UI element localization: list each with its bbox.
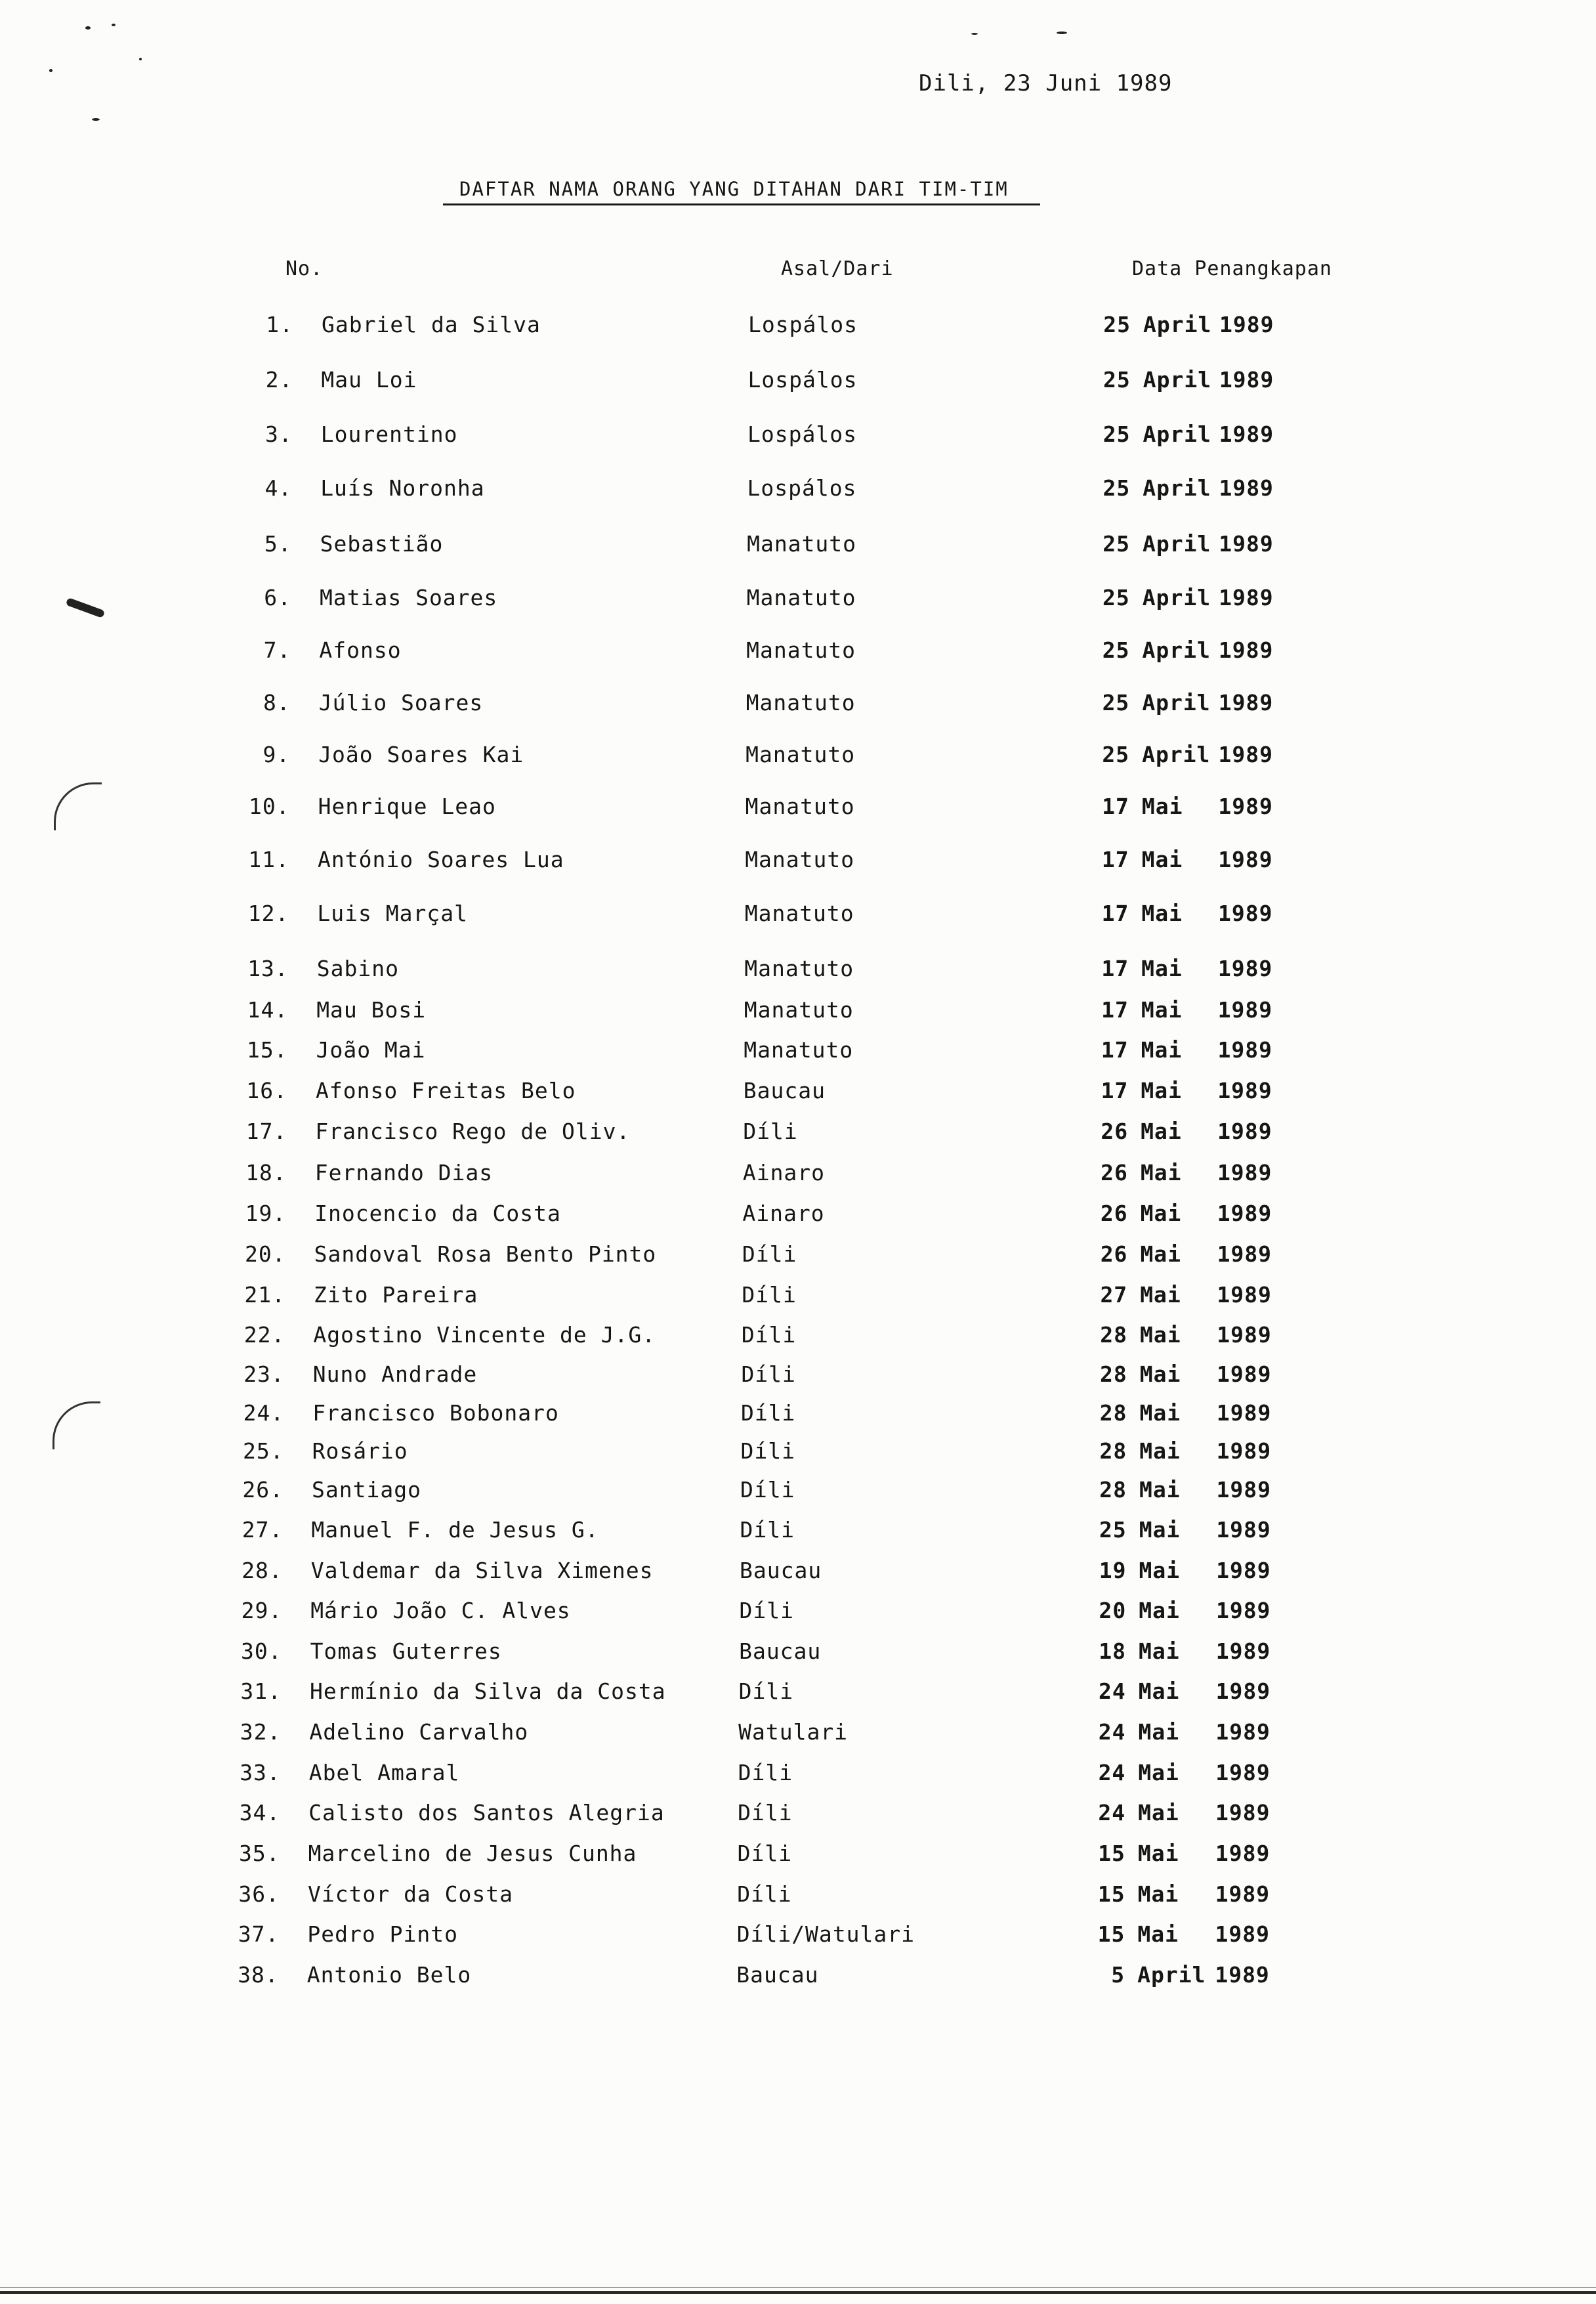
detainee-name: Afonso [319,637,402,663]
detainee-name: Gabriel da Silva [322,312,541,337]
arrest-day: 20 [1099,1598,1127,1623]
detainee-name: Júlio Soares [318,690,484,715]
arrest-year: 1989 [1218,690,1274,715]
row-number: 29. [241,1598,283,1623]
detainee-name: Víctor da Costa [308,1881,514,1907]
arrest-day: 17 [1101,901,1129,926]
arrest-year: 1989 [1217,1037,1272,1063]
arrest-month: Mai [1137,1841,1179,1866]
row-number: 21. [244,1282,285,1308]
detainee-name: Nuno Andrade [312,1361,478,1387]
table-row [0,1843,1596,1871]
arrest-day: 25 [1102,475,1131,501]
arrest-year: 1989 [1216,1438,1272,1464]
arrest-day: 17 [1101,997,1129,1023]
arrest-day: 26 [1101,1119,1129,1144]
arrest-year: 1989 [1215,1921,1270,1947]
arrest-year: 1989 [1217,1160,1272,1185]
arrest-day: 24 [1098,1800,1126,1825]
row-number: 34. [239,1800,281,1825]
arrest-month: Mai [1139,1438,1181,1464]
arrest-day: 25 [1103,312,1131,337]
table-row [0,1519,1596,1548]
arrest-day: 17 [1101,956,1129,981]
row-number: 32. [240,1719,282,1745]
table-row [0,1120,1596,1149]
arrest-month: Mai [1138,1678,1180,1704]
arrest-month: April [1143,475,1211,501]
arrest-month: Mai [1139,1400,1181,1426]
arrest-month: Mai [1139,1638,1180,1664]
table-row [0,849,1596,878]
arrest-year: 1989 [1218,794,1273,819]
arrest-day: 25 [1102,585,1130,610]
arrest-day: 17 [1101,1078,1129,1103]
detainee-name: Sebastião [320,531,444,557]
scan-speck [1057,32,1067,34]
arrest-day: 18 [1099,1638,1127,1664]
table-row [0,692,1596,721]
detainee-name: Francisco Bobonaro [312,1400,559,1426]
detainee-name: Rosário [312,1438,408,1464]
origin: Díli [743,1119,798,1144]
origin: Díli [742,1282,797,1308]
scan-speck [971,33,978,35]
document-title: DAFTAR NAMA ORANG YANG DITAHAN DARI TIM-TIM [459,178,1009,200]
arrest-day: 15 [1098,1841,1125,1866]
arrest-day: 25 [1102,421,1131,447]
detainee-name: Sandoval Rosa Bento Pinto [314,1241,657,1267]
origin: Manatuto [746,742,856,767]
detainee-name: Pedro Pinto [307,1921,458,1947]
row-number: 35. [238,1841,280,1866]
table-row [0,903,1596,931]
detainee-name: Luis Marçal [317,901,468,926]
origin: Díli [740,1438,795,1464]
detainee-name: Francisco Rego de Oliv. [315,1119,631,1144]
detainee-name: Marcelino de Jesus Cunha [308,1841,637,1866]
arrest-year: 1989 [1215,1760,1270,1785]
arrest-month: April [1137,1962,1206,1988]
row-number: 2. [265,367,293,393]
arrest-month: April [1143,421,1211,447]
row-number: 31. [240,1678,282,1704]
origin: Díli [739,1598,795,1623]
title-underline [443,203,1040,205]
arrest-month: Mai [1141,1037,1183,1063]
detainee-name: Matias Soares [320,585,498,610]
row-number: 37. [238,1921,280,1947]
origin: Díli [741,1322,797,1348]
arrest-year: 1989 [1217,997,1273,1023]
row-number: 26. [242,1477,284,1503]
table-row [0,1162,1596,1191]
detainee-name: Valdemar da Silva Ximenes [310,1558,654,1583]
column-header-no: No. [285,257,324,280]
arrest-day: 25 [1102,531,1131,557]
arrest-year: 1989 [1217,1078,1272,1103]
arrest-month: Mai [1138,1800,1179,1825]
origin: Manatuto [746,637,856,663]
table-row [0,1039,1596,1068]
arrest-year: 1989 [1217,1282,1272,1308]
origin: Manatuto [745,847,855,872]
row-number: 20. [244,1241,286,1267]
row-number: 18. [245,1160,287,1185]
origin: Díli [742,1241,797,1267]
arrest-year: 1989 [1217,956,1273,981]
arrest-month: April [1143,367,1212,393]
arrest-year: 1989 [1218,742,1274,767]
origin: Díli [741,1361,796,1387]
row-number: 11. [248,847,289,872]
table-row [0,314,1596,343]
table-row [0,1363,1596,1392]
arrest-year: 1989 [1216,1558,1271,1583]
arrest-day: 24 [1098,1719,1126,1745]
row-number: 6. [264,585,291,610]
row-number: 33. [240,1760,281,1785]
origin: Baucau [736,1962,819,1988]
row-number: 13. [247,956,289,981]
detainee-name: Fernando Dias [314,1160,494,1185]
table-row [0,1203,1596,1231]
arrest-month: April [1142,637,1211,663]
origin: Watulari [738,1719,849,1745]
arrest-month: Mai [1140,1241,1182,1267]
arrest-year: 1989 [1218,847,1273,872]
arrest-day: 27 [1100,1282,1128,1308]
detainee-name: Agostino Vincente de J.G. [313,1322,656,1348]
arrest-month: April [1143,531,1211,557]
origin: Baucau [740,1558,822,1583]
detainee-name: Tomas Guterres [310,1638,502,1664]
table-row [0,533,1596,562]
arrest-year: 1989 [1217,1241,1272,1267]
arrest-day: 26 [1100,1201,1128,1226]
row-number: 3. [265,421,293,447]
table-row [0,1402,1596,1431]
arrest-day: 25 [1099,1517,1127,1543]
origin: Ainaro [742,1201,825,1226]
row-number: 14. [247,997,289,1023]
table-row [0,1640,1596,1669]
arrest-month: Mai [1140,1201,1182,1226]
table-row [0,1802,1596,1831]
column-header-date: Data Penangkapan [1132,257,1332,280]
arrest-month: Mai [1139,1322,1181,1348]
origin: Díli [737,1881,792,1907]
row-number: 27. [242,1517,284,1543]
detainee-name: Sabino [316,956,400,981]
arrest-month: Mai [1139,1598,1180,1623]
detainee-name: António Soares Lua [318,847,564,872]
arrest-day: 15 [1097,1881,1125,1907]
table-row [0,1080,1596,1109]
table-row [0,1762,1596,1791]
arrest-year: 1989 [1215,1638,1271,1664]
arrest-month: Mai [1141,901,1183,926]
table-row [0,1324,1596,1353]
arrest-year: 1989 [1215,1719,1270,1745]
origin: Ainaro [742,1160,826,1185]
origin: Manatuto [744,997,854,1023]
arrest-month: Mai [1139,1517,1181,1543]
arrest-day: 28 [1099,1361,1127,1387]
table-row [0,1721,1596,1750]
origin: Manatuto [744,956,854,981]
table-row [0,1440,1596,1469]
table-row [0,1560,1596,1589]
arrest-year: 1989 [1219,367,1274,393]
arrest-month: Mai [1138,1719,1180,1745]
row-number: 38. [238,1962,279,1988]
arrest-day: 24 [1099,1678,1126,1704]
detainee-name: Luís Noronha [320,475,485,501]
origin: Manatuto [746,690,856,715]
arrest-month: Mai [1141,1119,1182,1144]
arrest-day: 25 [1102,637,1130,663]
arrest-year: 1989 [1215,1678,1271,1704]
row-number: 9. [262,742,291,767]
arrest-year: 1989 [1219,531,1274,557]
detainee-name: Hermínio da Silva da Costa [310,1678,666,1704]
table-row [0,1883,1596,1912]
origin: Manatuto [746,585,856,610]
detainee-name: Calisto dos Santos Alegria [308,1800,665,1825]
row-number: 1. [266,312,293,337]
arrest-month: Mai [1141,847,1183,872]
detainee-name: Santiago [312,1477,421,1503]
table-row [0,477,1596,506]
row-number: 22. [243,1322,285,1348]
detainee-name: Abel Amaral [308,1760,460,1785]
detainee-name: Mário João C. Alves [310,1598,571,1623]
arrest-month: Mai [1140,1160,1182,1185]
arrest-month: Mai [1141,794,1183,819]
arrest-year: 1989 [1219,312,1274,337]
arrest-year: 1989 [1217,1361,1272,1387]
row-number: 12. [247,901,289,926]
arrest-month: Mai [1141,1078,1182,1103]
arrest-day: 26 [1101,1160,1128,1185]
scan-speck [92,118,100,121]
detainee-name: Inocencio da Costa [314,1201,561,1226]
scan-speck [139,58,142,60]
arrest-day: 15 [1097,1921,1125,1947]
row-number: 15. [246,1037,288,1063]
origin: Manatuto [744,1037,854,1063]
arrest-day: 28 [1099,1400,1127,1426]
row-number: 10. [248,794,290,819]
arrest-year: 1989 [1216,1477,1271,1503]
document-date: Dili, 23 Juni 1989 [919,70,1173,96]
origin: Manatuto [745,794,855,819]
detainee-name: Henrique Leao [318,794,496,819]
arrest-month: Mai [1139,1477,1181,1503]
table-row [0,423,1596,452]
arrest-day: 5 [1111,1962,1125,1988]
arrest-year: 1989 [1215,1841,1270,1866]
arrest-day: 25 [1102,742,1130,767]
arrest-year: 1989 [1216,1517,1271,1543]
arrest-year: 1989 [1215,1881,1270,1907]
arrest-day: 25 [1102,690,1130,715]
detainee-name: Mau Loi [321,367,417,393]
arrest-year: 1989 [1219,421,1274,447]
table-row [0,639,1596,668]
origin: Díli [738,1800,793,1825]
table-row [0,369,1596,398]
detainee-name: Zito Pareira [314,1282,478,1308]
arrest-year: 1989 [1219,475,1274,501]
arrest-day: 28 [1100,1322,1127,1348]
detainee-name: Lourentino [320,421,458,447]
arrest-day: 28 [1099,1477,1127,1503]
origin: Díli [740,1477,795,1503]
origin: Lospálos [747,367,858,393]
arrest-year: 1989 [1219,585,1274,610]
arrest-month: Mai [1140,1282,1181,1308]
row-number: 30. [240,1638,282,1664]
arrest-month: Mai [1139,1558,1181,1583]
arrest-day: 19 [1099,1558,1127,1583]
arrest-month: Mai [1141,956,1183,981]
page-edge-line [0,2287,1596,2288]
origin: Díli [737,1841,793,1866]
arrest-month: April [1142,585,1211,610]
scan-speck [85,26,91,30]
origin: Manatuto [747,531,857,557]
table-row [0,958,1596,987]
row-number: 25. [242,1438,284,1464]
detainee-name: João Mai [316,1037,426,1063]
origin: Baucau [743,1078,826,1103]
origin: Díli/Watulari [736,1921,915,1947]
arrest-day: 26 [1100,1241,1128,1267]
table-row [0,1284,1596,1313]
table-row [0,1479,1596,1508]
table-row [0,744,1596,773]
arrest-day: 28 [1099,1438,1127,1464]
arrest-year: 1989 [1217,1201,1272,1226]
row-number: 8. [263,690,291,715]
table-row [0,999,1596,1028]
row-number: 24. [243,1400,285,1426]
detainee-name: Antonio Belo [306,1962,472,1988]
row-number: 19. [245,1201,287,1226]
origin: Baucau [739,1638,822,1664]
row-number: 4. [264,475,293,501]
row-number: 28. [242,1558,283,1583]
arrest-year: 1989 [1218,637,1274,663]
origin: Díli [740,1517,795,1543]
table-row [0,1680,1596,1709]
arrest-day: 17 [1101,1037,1129,1063]
arrest-month: Mai [1137,1921,1179,1947]
origin: Díli [738,1678,794,1704]
detainee-name: Mau Bosi [316,997,427,1023]
row-number: 7. [263,637,291,663]
origin: Lospálos [747,421,857,447]
detainee-name: João Soares Kai [318,742,524,767]
row-number: 17. [245,1119,287,1144]
column-header-origin: Asal/Dari [781,257,894,280]
arrest-day: 17 [1102,794,1129,819]
arrest-year: 1989 [1217,1322,1272,1348]
row-number: 16. [246,1078,287,1103]
arrest-month: Mai [1137,1881,1179,1907]
arrest-day: 25 [1103,367,1131,393]
arrest-year: 1989 [1215,1800,1270,1825]
table-row [0,587,1596,616]
table-row [0,1600,1596,1629]
origin: Díli [738,1760,793,1785]
table-row [0,796,1596,824]
row-number: 5. [264,531,292,557]
arrest-year: 1989 [1215,1598,1271,1623]
detainee-name: Afonso Freitas Belo [316,1078,576,1103]
arrest-month: Mai [1138,1760,1179,1785]
arrest-year: 1989 [1216,1400,1272,1426]
arrest-day: 24 [1098,1760,1126,1785]
arrest-month: April [1142,690,1211,715]
detainee-name: Manuel F. de Jesus G. [311,1517,599,1543]
arrest-year: 1989 [1218,901,1273,926]
arrest-day: 17 [1101,847,1129,872]
table-row [0,1964,1596,1993]
origin: Díli [740,1400,796,1426]
page-edge-line [0,2291,1596,2294]
arrest-month: April [1142,742,1211,767]
origin: Manatuto [744,901,854,926]
arrest-month: Mai [1139,1361,1181,1387]
detainee-name: Adelino Carvalho [309,1719,529,1745]
origin: Lospálos [748,312,858,337]
scan-speck [49,69,52,72]
arrest-month: April [1143,312,1212,337]
arrest-year: 1989 [1215,1962,1270,1988]
arrest-year: 1989 [1217,1119,1272,1144]
scan-speck [112,24,116,26]
table-row [0,1923,1596,1952]
row-number: 23. [243,1361,285,1387]
arrest-month: Mai [1141,997,1183,1023]
origin: Lospálos [747,475,857,501]
row-number: 36. [238,1881,280,1907]
table-row [0,1243,1596,1272]
